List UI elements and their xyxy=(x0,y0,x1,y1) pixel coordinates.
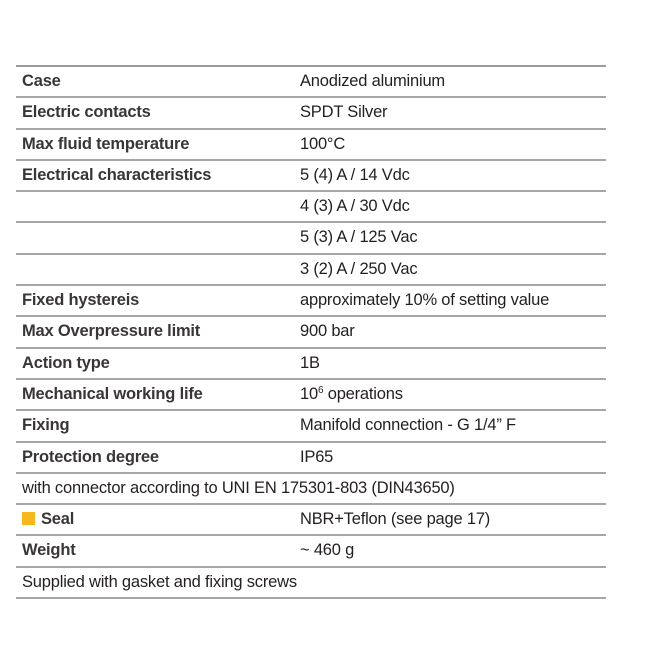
row-label: Max Overpressure limit xyxy=(22,322,201,341)
square-marker-icon xyxy=(22,512,35,525)
table-row-protection-degree xyxy=(16,443,606,474)
row-value: approximately 10% of setting value xyxy=(300,291,550,310)
row-label: Max fluid temperature xyxy=(22,134,190,153)
table-row-max-overpressure-limit xyxy=(16,317,606,348)
row-value: ~ 460 g xyxy=(300,541,355,560)
row-label: Electric contacts xyxy=(22,103,151,122)
row-label: Electrical characteristics xyxy=(22,165,212,184)
table-row-supplied-note xyxy=(16,568,606,599)
row-label: Fixing xyxy=(22,416,70,435)
table-row-connector-note xyxy=(16,474,606,505)
row-value: 1B xyxy=(300,353,320,372)
row-label: Action type xyxy=(22,353,110,372)
table-row-electrical-characteristics-3 xyxy=(16,223,606,254)
table-row-seal xyxy=(16,505,606,536)
table-row-electrical-characteristics xyxy=(16,161,606,192)
value-base: 10 xyxy=(300,384,318,403)
row-value xyxy=(300,380,403,409)
row-label: Seal xyxy=(41,510,75,529)
row-label: Protection degree xyxy=(22,447,159,466)
row-value: 5 (4) A / 14 Vdc xyxy=(300,165,410,184)
row-value: 3 (2) A / 250 Vac xyxy=(300,259,418,278)
row-label: Weight xyxy=(22,541,76,560)
table-row-electrical-characteristics-4 xyxy=(16,255,606,286)
table-row-electrical-characteristics-2 xyxy=(16,192,606,223)
supplied-note: Supplied with gasket and fixing screws xyxy=(22,572,297,591)
table-row-mechanical-working-life xyxy=(16,380,606,411)
table-row-weight xyxy=(16,536,606,567)
table-row-case xyxy=(16,67,606,98)
table-row-fixing xyxy=(16,411,606,442)
value-exponent: 6 xyxy=(317,384,324,396)
row-value: 5 (3) A / 125 Vac xyxy=(300,228,418,247)
row-value: 100°C xyxy=(300,134,346,153)
row-label: Case xyxy=(22,72,61,90)
row-value: 900 bar xyxy=(300,322,355,341)
row-value: NBR+Teflon (see page 17) xyxy=(300,510,491,529)
connector-note: with connector according to UNI EN 175301-803 (DIN43650) xyxy=(22,478,455,497)
value-rest: operations xyxy=(323,384,403,403)
row-value: Manifold connection - G 1/4” F xyxy=(300,416,516,435)
table-row-max-fluid-temperature xyxy=(16,130,606,161)
row-label-seal xyxy=(16,505,74,534)
table-row-action-type xyxy=(16,349,606,380)
row-value: Anodized aluminium xyxy=(300,72,445,90)
table-row-electric-contacts xyxy=(16,98,606,129)
spec-table xyxy=(16,65,606,599)
row-value: SPDT Silver xyxy=(300,103,388,122)
row-label: Fixed hystereis xyxy=(22,291,140,310)
row-value: IP65 xyxy=(300,447,334,466)
table-row-fixed-hysteresis xyxy=(16,286,606,317)
row-value: 4 (3) A / 30 Vdc xyxy=(300,197,410,216)
row-label: Mechanical working life xyxy=(22,384,203,403)
